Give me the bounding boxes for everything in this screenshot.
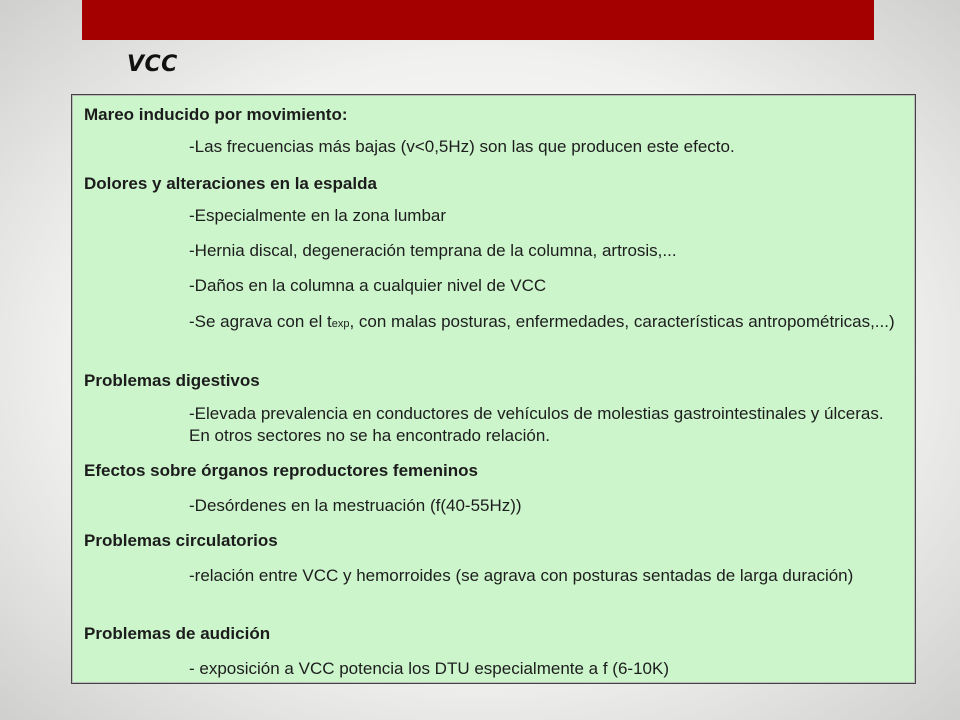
section-heading-digestive: Problemas digestivos xyxy=(84,371,260,390)
section-item-motion-sickness: -Las frecuencias más bajas (v<0,5Hz) son las que producen este efecto. xyxy=(189,137,735,156)
section-heading-reproductive: Efectos sobre órganos reproductores femeninos xyxy=(84,461,478,480)
exposure-time-subscript: exp xyxy=(331,318,350,330)
section-item-reproductive: -Desórdenes en la mestruación (f(40-55Hz)) xyxy=(189,496,522,515)
section-item-back-aggravation xyxy=(189,311,909,335)
section-item-back-lumbar: -Especialmente en la zona lumbar xyxy=(189,206,447,225)
section-heading-motion-sickness: Mareo inducido por movimiento: xyxy=(84,105,348,124)
slide-title: VCC xyxy=(127,52,178,77)
section-item-back-hernia: -Hernia discal, degeneración temprana de la columna, artrosis,... xyxy=(189,241,677,260)
section-heading-hearing: Problemas de audición xyxy=(84,624,271,643)
aggravation-prefix: -Se agrava con el t xyxy=(189,312,332,331)
section-heading-back-pain: Dolores y alteraciones en la espalda xyxy=(84,174,377,193)
header-bar xyxy=(82,0,874,40)
content-panel xyxy=(71,94,916,684)
section-item-back-column: -Daños en la columna a cualquier nivel de VCC xyxy=(189,276,547,295)
section-item-circulatory: -relación entre VCC y hemorroides (se agrava con posturas sentadas de larga duración) xyxy=(189,566,854,585)
section-heading-circulatory: Problemas circulatorios xyxy=(84,531,278,550)
section-item-hearing: - exposición a VCC potencia los DTU especialmente a f (6-10K) xyxy=(189,659,669,678)
section-item-digestive: -Elevada prevalencia en conductores de vehículos de molestias gastrointestinales y úlceras. En otros sectores no se ha encontrado relación. xyxy=(189,404,884,445)
aggravation-suffix: , con malas posturas, enfermedades, características antropométricas,...) xyxy=(349,312,895,331)
